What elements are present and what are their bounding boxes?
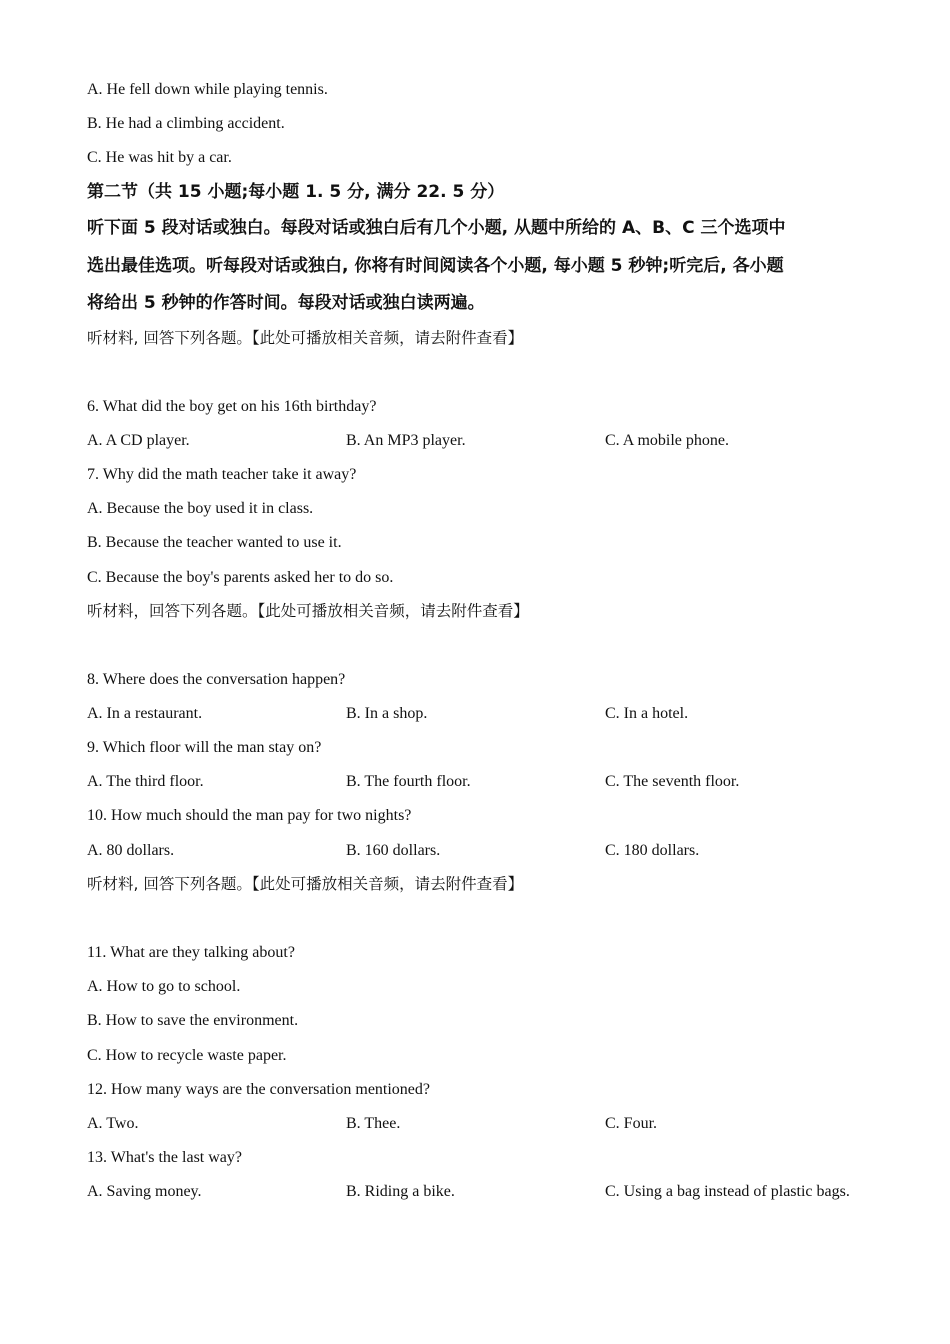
q8-option-b: B. In a shop. [346, 705, 428, 722]
audio-prompt-3: 听材料, 回答下列各题。【此处可播放相关音频，请去附件查看】 [87, 875, 524, 893]
q8-question: 8. Where does the conversation happen? [87, 671, 346, 688]
q12-option-b: B. Thee. [346, 1115, 401, 1132]
q7-option-a: A. Because the boy used it in class. [87, 500, 314, 517]
audio-prompt-2: 听材料，回答下列各题。【此处可播放相关音频，请去附件查看】 [87, 602, 529, 620]
q8-option-c: C. In a hotel. [605, 705, 689, 722]
section2-instructions-line1: 听下面 5 段对话或独白。每段对话或独白后有几个小题, 从题中所给的 A、B、C 三个选项中 [87, 218, 786, 238]
q12-question: 12. How many ways are the conversation mentioned? [87, 1081, 431, 1098]
q10-option-a: A. 80 dollars. [87, 842, 175, 859]
q9-option-a: A. The third floor. [87, 773, 204, 790]
q12-option-a: A. Two. [87, 1115, 139, 1132]
q9-option-b: B. The fourth floor. [346, 773, 471, 790]
q7-option-c: C. Because the boy's parents asked her to do so. [87, 569, 394, 586]
q12-option-c: C. Four. [605, 1115, 658, 1132]
audio-prompt-1: 听材料, 回答下列各题。【此处可播放相关音频，请去附件查看】 [87, 329, 524, 347]
section2-instructions-line3: 将给出 5 秒钟的作答时间。每段对话或独白读两遍。 [87, 293, 485, 313]
q10-question: 10. How much should the man pay for two nights? [87, 807, 412, 824]
q6-question: 6. What did the boy get on his 16th birthday? [87, 398, 377, 415]
section2-instructions-line2: 选出最佳选项。听每段对话或独白, 你将有时间阅读各个小题, 每小题 5 秒钟;听完后, 各小题 [87, 256, 784, 276]
q11-option-a: A. How to go to school. [87, 978, 241, 995]
section2-heading: 第二节（共 15 小题;每小题 1. 5 分, 满分 22. 5 分） [87, 182, 505, 202]
q13-option-b: B. Riding a bike. [346, 1183, 455, 1200]
q5-option-b: B. He had a climbing accident. [87, 115, 285, 132]
q7-option-b: B. Because the teacher wanted to use it. [87, 534, 342, 551]
q6-option-c: C. A mobile phone. [605, 432, 729, 449]
q9-option-c: C. The seventh floor. [605, 773, 740, 790]
q7-question: 7. Why did the math teacher take it away? [87, 466, 357, 483]
q13-option-a: A. Saving money. [87, 1183, 202, 1200]
q9-question: 9. Which floor will the man stay on? [87, 739, 322, 756]
q11-option-b: B. How to save the environment. [87, 1012, 299, 1029]
q5-option-a: A. He fell down while playing tennis. [87, 81, 328, 98]
q5-option-c: C. He was hit by a car. [87, 149, 232, 166]
q8-option-a: A. In a restaurant. [87, 705, 203, 722]
q10-option-b: B. 160 dollars. [346, 842, 441, 859]
q11-question: 11. What are they talking about? [87, 944, 295, 961]
q11-option-c: C. How to recycle waste paper. [87, 1047, 287, 1064]
q6-option-a: A. A CD player. [87, 432, 190, 449]
q6-option-b: B. An MP3 player. [346, 432, 466, 449]
q13-option-c: C. Using a bag instead of plastic bags. [605, 1183, 850, 1200]
q10-option-c: C. 180 dollars. [605, 842, 700, 859]
q13-question: 13. What's the last way? [87, 1149, 242, 1166]
